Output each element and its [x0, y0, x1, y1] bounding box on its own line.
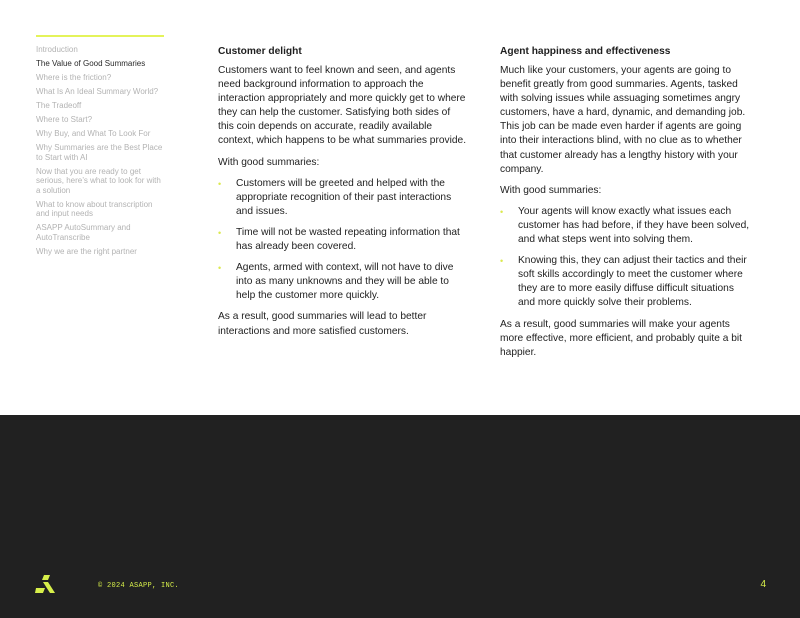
bullet-list — [500, 205, 750, 311]
section-lead: With good summaries: — [500, 184, 602, 196]
toc-item-right-partner[interactable]: Why we are the right partner — [36, 246, 137, 256]
toc-item-introduction[interactable]: Introduction — [36, 45, 78, 54]
section-heading: Agent happiness and effectiveness — [500, 46, 671, 57]
customer-delight-section — [218, 45, 468, 346]
agent-happiness-section — [500, 45, 750, 367]
bullet-text: Customers will be greeted and helped with the appropriate recognition of their past interactions and issues. — [236, 177, 452, 217]
bullet-item — [500, 205, 750, 247]
bullet-text: Agents, armed with context, will not have to dive into as many unknowns and they will be able to help the customer more quickly. — [236, 262, 454, 302]
toc-item-value-of-good-summaries[interactable]: The Value of Good Summaries — [36, 59, 146, 68]
bullet-text: Knowing this, they can adjust their tactics and their soft skills accordingly to meet the customer where they are to more easily diffuse difficult situations and more quickly solve their problems. — [518, 255, 747, 309]
table-of-contents — [36, 45, 166, 261]
toc-item-transcription-input[interactable]: What to know about transcription and input needs — [36, 199, 153, 218]
section-conclusion: As a result, good summaries will lead to better interactions and more satisfied customers. — [218, 311, 427, 337]
asapp-logo-icon — [35, 575, 57, 595]
bullet-dot-icon: • — [500, 256, 504, 267]
toc-item-friction[interactable]: Where is the friction? — [36, 73, 112, 82]
bullet-dot-icon: • — [218, 263, 222, 274]
toc-item-autosummary-autotranscribe[interactable]: ASAPP AutoSummary and AutoTranscribe — [36, 223, 131, 242]
bullet-item — [218, 226, 468, 254]
bullet-item — [218, 177, 468, 219]
section-heading: Customer delight — [218, 46, 302, 57]
bullet-item — [500, 254, 750, 310]
bullet-dot-icon: • — [218, 227, 222, 238]
section-lead: With good summaries: — [218, 156, 320, 168]
bullet-dot-icon: • — [218, 178, 222, 189]
copyright-text: © 2024 ASAPP, INC. — [98, 582, 180, 590]
bullet-dot-icon: • — [500, 206, 504, 217]
toc-item-summaries-best-place[interactable]: Why Summaries are the Best Place to Start with AI — [36, 143, 163, 162]
toc-item-tradeoff[interactable]: The Tradeoff — [36, 101, 82, 110]
section-intro: Customers want to feel known and seen, and agents need background information to approach the interaction appropriately and more quickly get to where they can help the customer. Satisfying both sides of this coin depends on accurate, readily available context, which happens to be what summaries provide. — [218, 65, 467, 147]
toc-item-ideal-summary-world[interactable]: What Is An Ideal Summary World? — [36, 87, 159, 96]
bullet-list — [218, 177, 468, 304]
section-conclusion: As a result, good summaries will make your agents more effective, more efficient, and probably quite a bit happier. — [500, 318, 742, 358]
bullet-text: Time will not be wasted repeating information that has already been covered. — [236, 226, 460, 253]
toc-item-why-buy[interactable]: Why Buy, and What To Look For — [36, 129, 151, 138]
toc-item-what-to-look-for[interactable]: Now that you are ready to get serious, here’s what to look for with a solution — [36, 166, 161, 195]
page-number: 4 — [760, 579, 766, 590]
bullet-text: Your agents will know exactly what issues each customer has had before, if they have been solved, and what steps went into solving them. — [518, 205, 750, 246]
toc-item-where-to-start[interactable]: Where to Start? — [36, 115, 93, 124]
section-intro: Much like your customers, your agents are going to benefit greatly from good summaries. Agents, tasked with solving issues while assuaging sometimes angry customers, have a hard, dynamic, and demanding job. This job can be made even harder if agents are going into their interactions blind, with no clue as to whether that customer already has a lengthy history with your company. — [500, 65, 746, 175]
bullet-item — [218, 261, 468, 303]
toc-accent-line — [36, 35, 164, 37]
